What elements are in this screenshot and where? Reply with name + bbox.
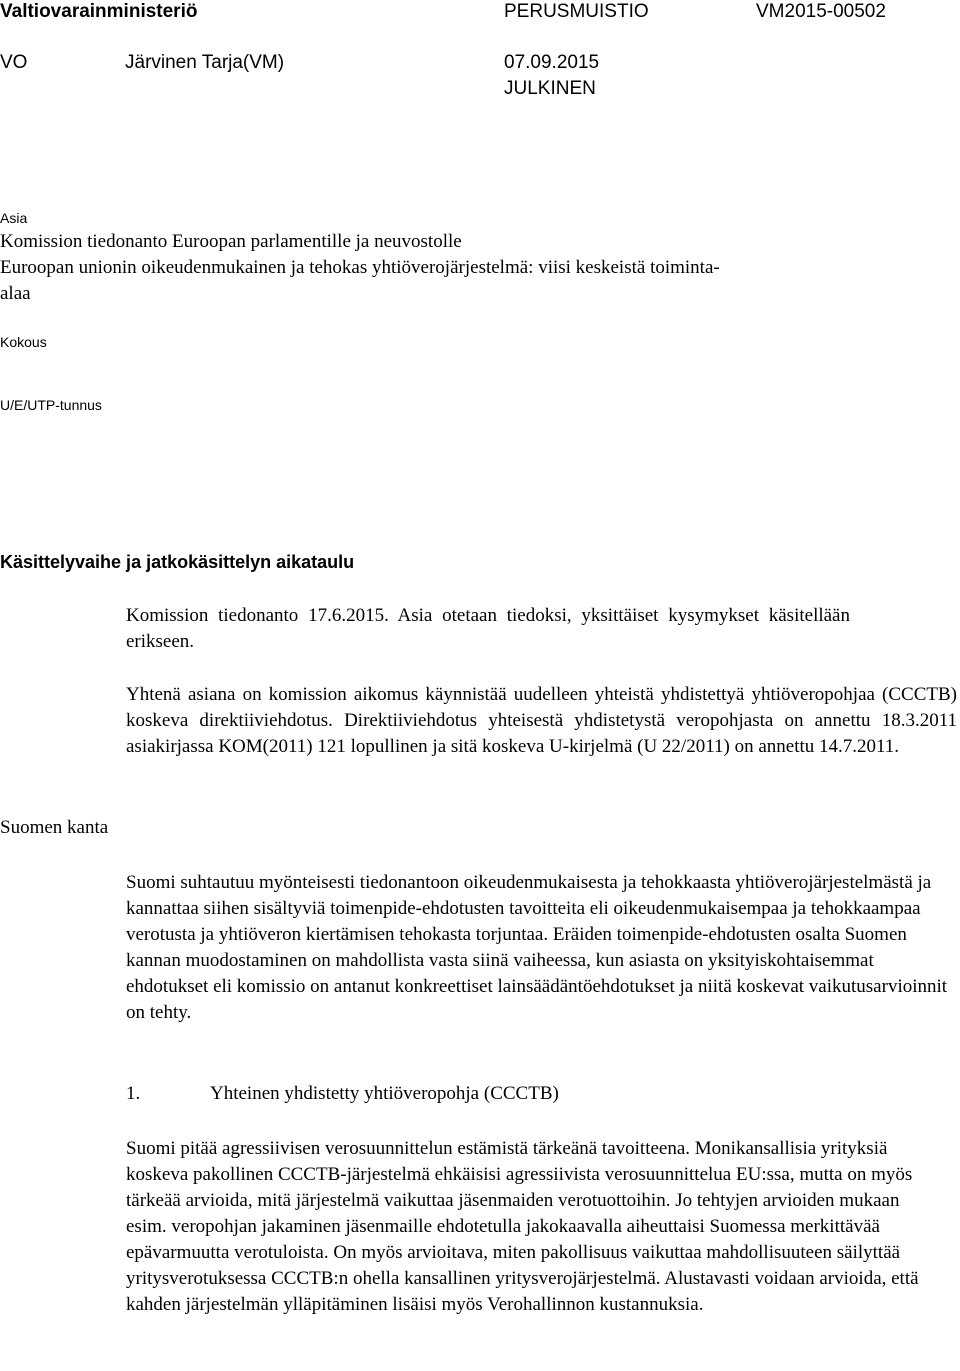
kasittely-heading: Käsittelyvaihe ja jatkokäsittelyn aikataulu	[0, 552, 355, 572]
document-type: PERUSMUISTIO	[504, 1, 649, 22]
ministry-name: Valtiovarainministeriö	[0, 1, 198, 22]
document-date: 07.09.2015	[504, 52, 600, 73]
asia-title-line-3: alaa	[0, 283, 31, 304]
kasittely-paragraph-2: Yhtenä asiana on komission aikomus käynnistää uudelleen yhteistä yhdistettyä yhtiöveropohjaa (CCCTB) koskeva direktiiviehdotus. Direktiiviehdotus yhteisestä yhdistetystä veropohjasta on annettu 18.3.2011 asiakirjassa KOM(2011) 121 lopullinen ja sitä koskeva U-kirjelmä (U 22/2011) on annettu 14.7.2011.	[126, 684, 957, 757]
item-title: Yhteinen yhdistetty yhtiöveropohja (CCCTB)	[210, 1083, 559, 1104]
classification-label: JULKINEN	[504, 78, 596, 99]
unit-code: VO	[0, 52, 28, 73]
item-number: 1.	[126, 1083, 141, 1104]
kasittely-paragraph-1: Komission tiedonanto 17.6.2015. Asia otetaan tiedoksi, yksittäiset kysymykset käsitellään erikseen.	[126, 605, 850, 652]
asia-label: Asia	[0, 210, 28, 226]
suomen-kanta-label: Suomen kanta	[0, 817, 109, 838]
kanta-paragraph-2: Suomi pitää agressiivisen verosuunnittelun estämistä tärkeänä tavoitteena. Monikansallisia yrityksiä koskeva pakollinen CCCTB-järjestelmä ehkäisisi agressiivista verosuunnittelua EU:ssa, mutta on myös tärkeää arvioida, mitä järjestelmä vaikuttaa jäsenmaiden verotuottoihin. Jo tehtyjen arvioiden mukaan esim. veropohjan jakaminen jäsenmaille ehdotetulla jakokaavalla aiheuttaisi Suomessa merkittävää epävarmuutta verotuloista. On myös arvioitava, miten pakollisuus vaikuttaa mahdollisuuteen säilyttää yritysverotuksessa CCCTB:n ohella kansallinen yritysverojärjestelmä. Alustavasti voidaan arvioida, että kahden järjestelmän ylläpitäminen lisäisi myös Verohallinnon kustannuksia.	[126, 1138, 919, 1315]
asia-title-line-1: Komission tiedonanto Euroopan parlamentille ja neuvostolle	[0, 231, 462, 252]
kokous-label: Kokous	[0, 334, 47, 350]
kanta-paragraph-1: Suomi suhtautuu myönteisesti tiedonantoon oikeudenmukaisesta ja tehokkaasta yhtiöverojärjestelmästä ja kannattaa siihen sisältyviä toimenpide-ehdotusten tavoitteita eli oikeudenmukaisempaa ja tehokkaampaa verotusta ja yhtiöveron kiertämisen tehokasta torjuntaa. Eräiden toimenpide-ehdotusten osalta Suomen kannan muodostaminen on mahdollista vasta siinä vaiheessa, kun asiasta on yksityiskohtaisemmat ehdotukset eli komissio on antanut konkreettiset lainsäädäntöehdotukset ja niitä koskevat vaikutusarvioinnit on tehty.	[126, 872, 948, 1023]
tunnus-label: U/E/UTP-tunnus	[0, 397, 102, 413]
document-number: VM2015-00502	[756, 1, 886, 22]
asia-title-line-2: Euroopan unionin oikeudenmukainen ja tehokas yhtiöverojärjestelmä: viisi keskeistä toiminta-	[0, 257, 720, 278]
author-name: Järvinen Tarja(VM)	[125, 52, 285, 73]
